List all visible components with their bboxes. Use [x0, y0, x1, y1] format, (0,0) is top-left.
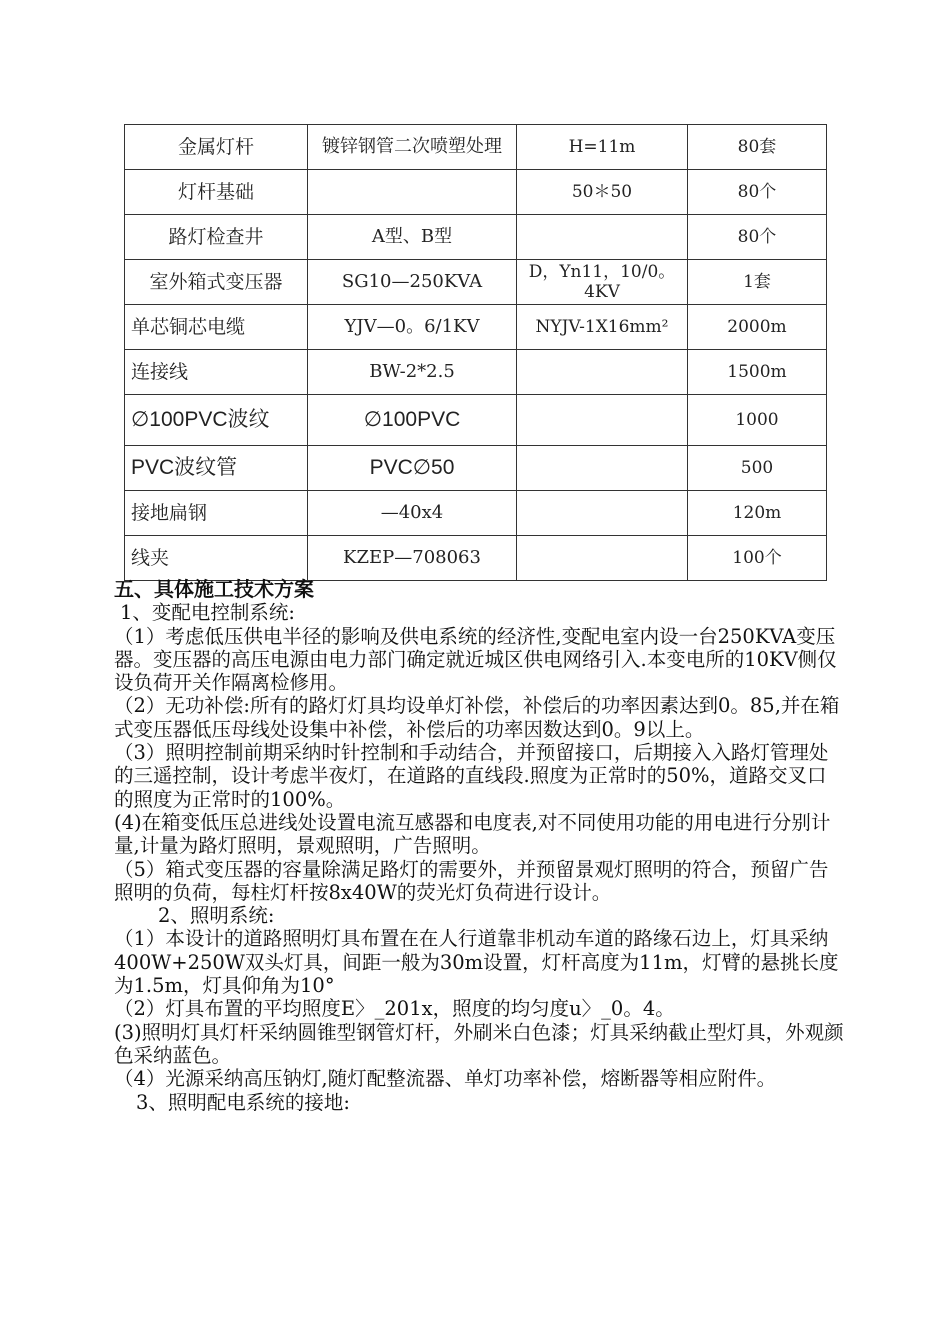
item-material [308, 170, 517, 215]
item-material: BW-2*2.5 [308, 350, 517, 395]
item-name: 路灯检查井 [125, 215, 308, 260]
paragraph: （2）无功补偿:所有的路灯灯具均设单灯补偿，补偿后的功率因素达到0。85,并在箱式变压器低压母线处设集中补偿，补偿后的功率因数达到0。9以上。 [114, 694, 840, 741]
item-material: ∅100PVC [308, 395, 517, 446]
item-spec: 50＊50 [517, 170, 688, 215]
item-spec: NYJV-1X16mm² [517, 305, 688, 350]
item-material: —40x4 [308, 491, 517, 536]
item-name: 灯杆基础 [125, 170, 308, 215]
table-row [125, 536, 827, 581]
subsection-title: 2、照明系统: [158, 904, 275, 928]
paragraph: (3)照明灯具灯杆采纳圆锥型钢管灯杆，外刷米白色漆；灯具采纳截止型灯具，外观颜色采纳蓝色。 [114, 1020, 844, 1067]
subsection-title: 1、变配电控制系统: [120, 601, 295, 625]
item-material: SG10—250KVA [308, 260, 517, 305]
item-spec [517, 215, 688, 260]
item-qty: 80个 [688, 215, 827, 260]
paragraph: (4)在箱变低压总进线处设置电流互感器和电度表,对不同使用功能的用电进行分别计量,计量为路灯照明，景观照明，广告照明。 [114, 810, 831, 858]
table-row [125, 350, 827, 395]
item-spec [517, 395, 688, 446]
item-spec [517, 350, 688, 395]
item-name: PVC波纹管 [125, 446, 308, 491]
item-name: 接地扁钢 [125, 491, 308, 536]
materials-table [124, 124, 827, 581]
item-qty: 1套 [688, 260, 827, 305]
item-name: 连接线 [125, 350, 308, 395]
item-material: KZEP—708063 [308, 536, 517, 581]
item-material: YJV—0。6/1KV [308, 305, 517, 350]
item-spec [517, 536, 688, 581]
subsection-title: 3、照明配电系统的接地: [136, 1090, 350, 1114]
table-row [125, 170, 827, 215]
item-qty: 100个 [688, 536, 827, 581]
item-material: A型、B型 [308, 215, 517, 260]
table-row [125, 260, 827, 305]
item-name: 室外箱式变压器 [125, 260, 308, 305]
paragraph: （1）考虑低压供电半径的影响及供电系统的经济性,变配电室内设一台250KVA变压器。变压器的高压电源由电力部门确定就近城区供电网络引入.本变电所的10KV侧仅设负荷开关作隔离检修用。 [114, 624, 837, 695]
item-qty: 1500m [688, 350, 827, 395]
paragraph: （2）灯具布置的平均照度E〉_201x，照度的均匀度u〉_0。4。 [114, 997, 675, 1021]
item-qty: 80套 [688, 125, 827, 170]
paragraph: （4）光源采纳高压钠灯,随灯配整流器、单灯功率补偿，熔断器等相应附件。 [114, 1067, 777, 1091]
item-spec [517, 446, 688, 491]
paragraph: （3）照明控制前期采纳时针控制和手动结合，并预留接口，后期接入入路灯管理处的三遥控制，设计考虑半夜灯，在道路的直线段.照度为正常时的50%，道路交叉口的照度为正常时的100%。 [114, 741, 829, 811]
table-row [125, 446, 827, 491]
item-spec: H=11m [517, 125, 688, 170]
table-row [125, 305, 827, 350]
item-name: 单芯铜芯电缆 [125, 305, 308, 350]
item-qty: 1000 [688, 395, 827, 446]
item-material: PVC∅50 [308, 446, 517, 491]
item-qty: 500 [688, 446, 827, 491]
item-qty: 120m [688, 491, 827, 536]
table-row [125, 395, 827, 446]
table-row [125, 215, 827, 260]
section-heading: 五、具体施工技术方案 [114, 577, 314, 601]
table-row [125, 125, 827, 170]
item-name: 线夹 [125, 536, 308, 581]
item-qty: 80个 [688, 170, 827, 215]
body-text [114, 578, 844, 1114]
item-spec [517, 491, 688, 536]
item-qty: 2000m [688, 305, 827, 350]
item-spec: D，Yn11，10/0。4KV [517, 260, 688, 305]
item-material: 镀锌钢管二次喷塑处理 [308, 125, 517, 170]
item-name: 金属灯杆 [125, 125, 308, 170]
paragraph: （5）箱式变压器的容量除满足路灯的需要外，并预留景观灯照明的符合，预留广告照明的负荷，每柱灯杆按8x40W的荧光灯负荷进行设计。 [114, 857, 829, 904]
table-row [125, 491, 827, 536]
paragraph: （1）本设计的道路照明灯具布置在在人行道靠非机动车道的路缘石边上，灯具采纳400W+250W双头灯具，间距一般为30m设置，灯杆高度为11m，灯臂的悬挑长度为1.5m，灯具仰角为10° [114, 927, 839, 998]
item-name: ∅100PVC波纹 [125, 395, 308, 446]
